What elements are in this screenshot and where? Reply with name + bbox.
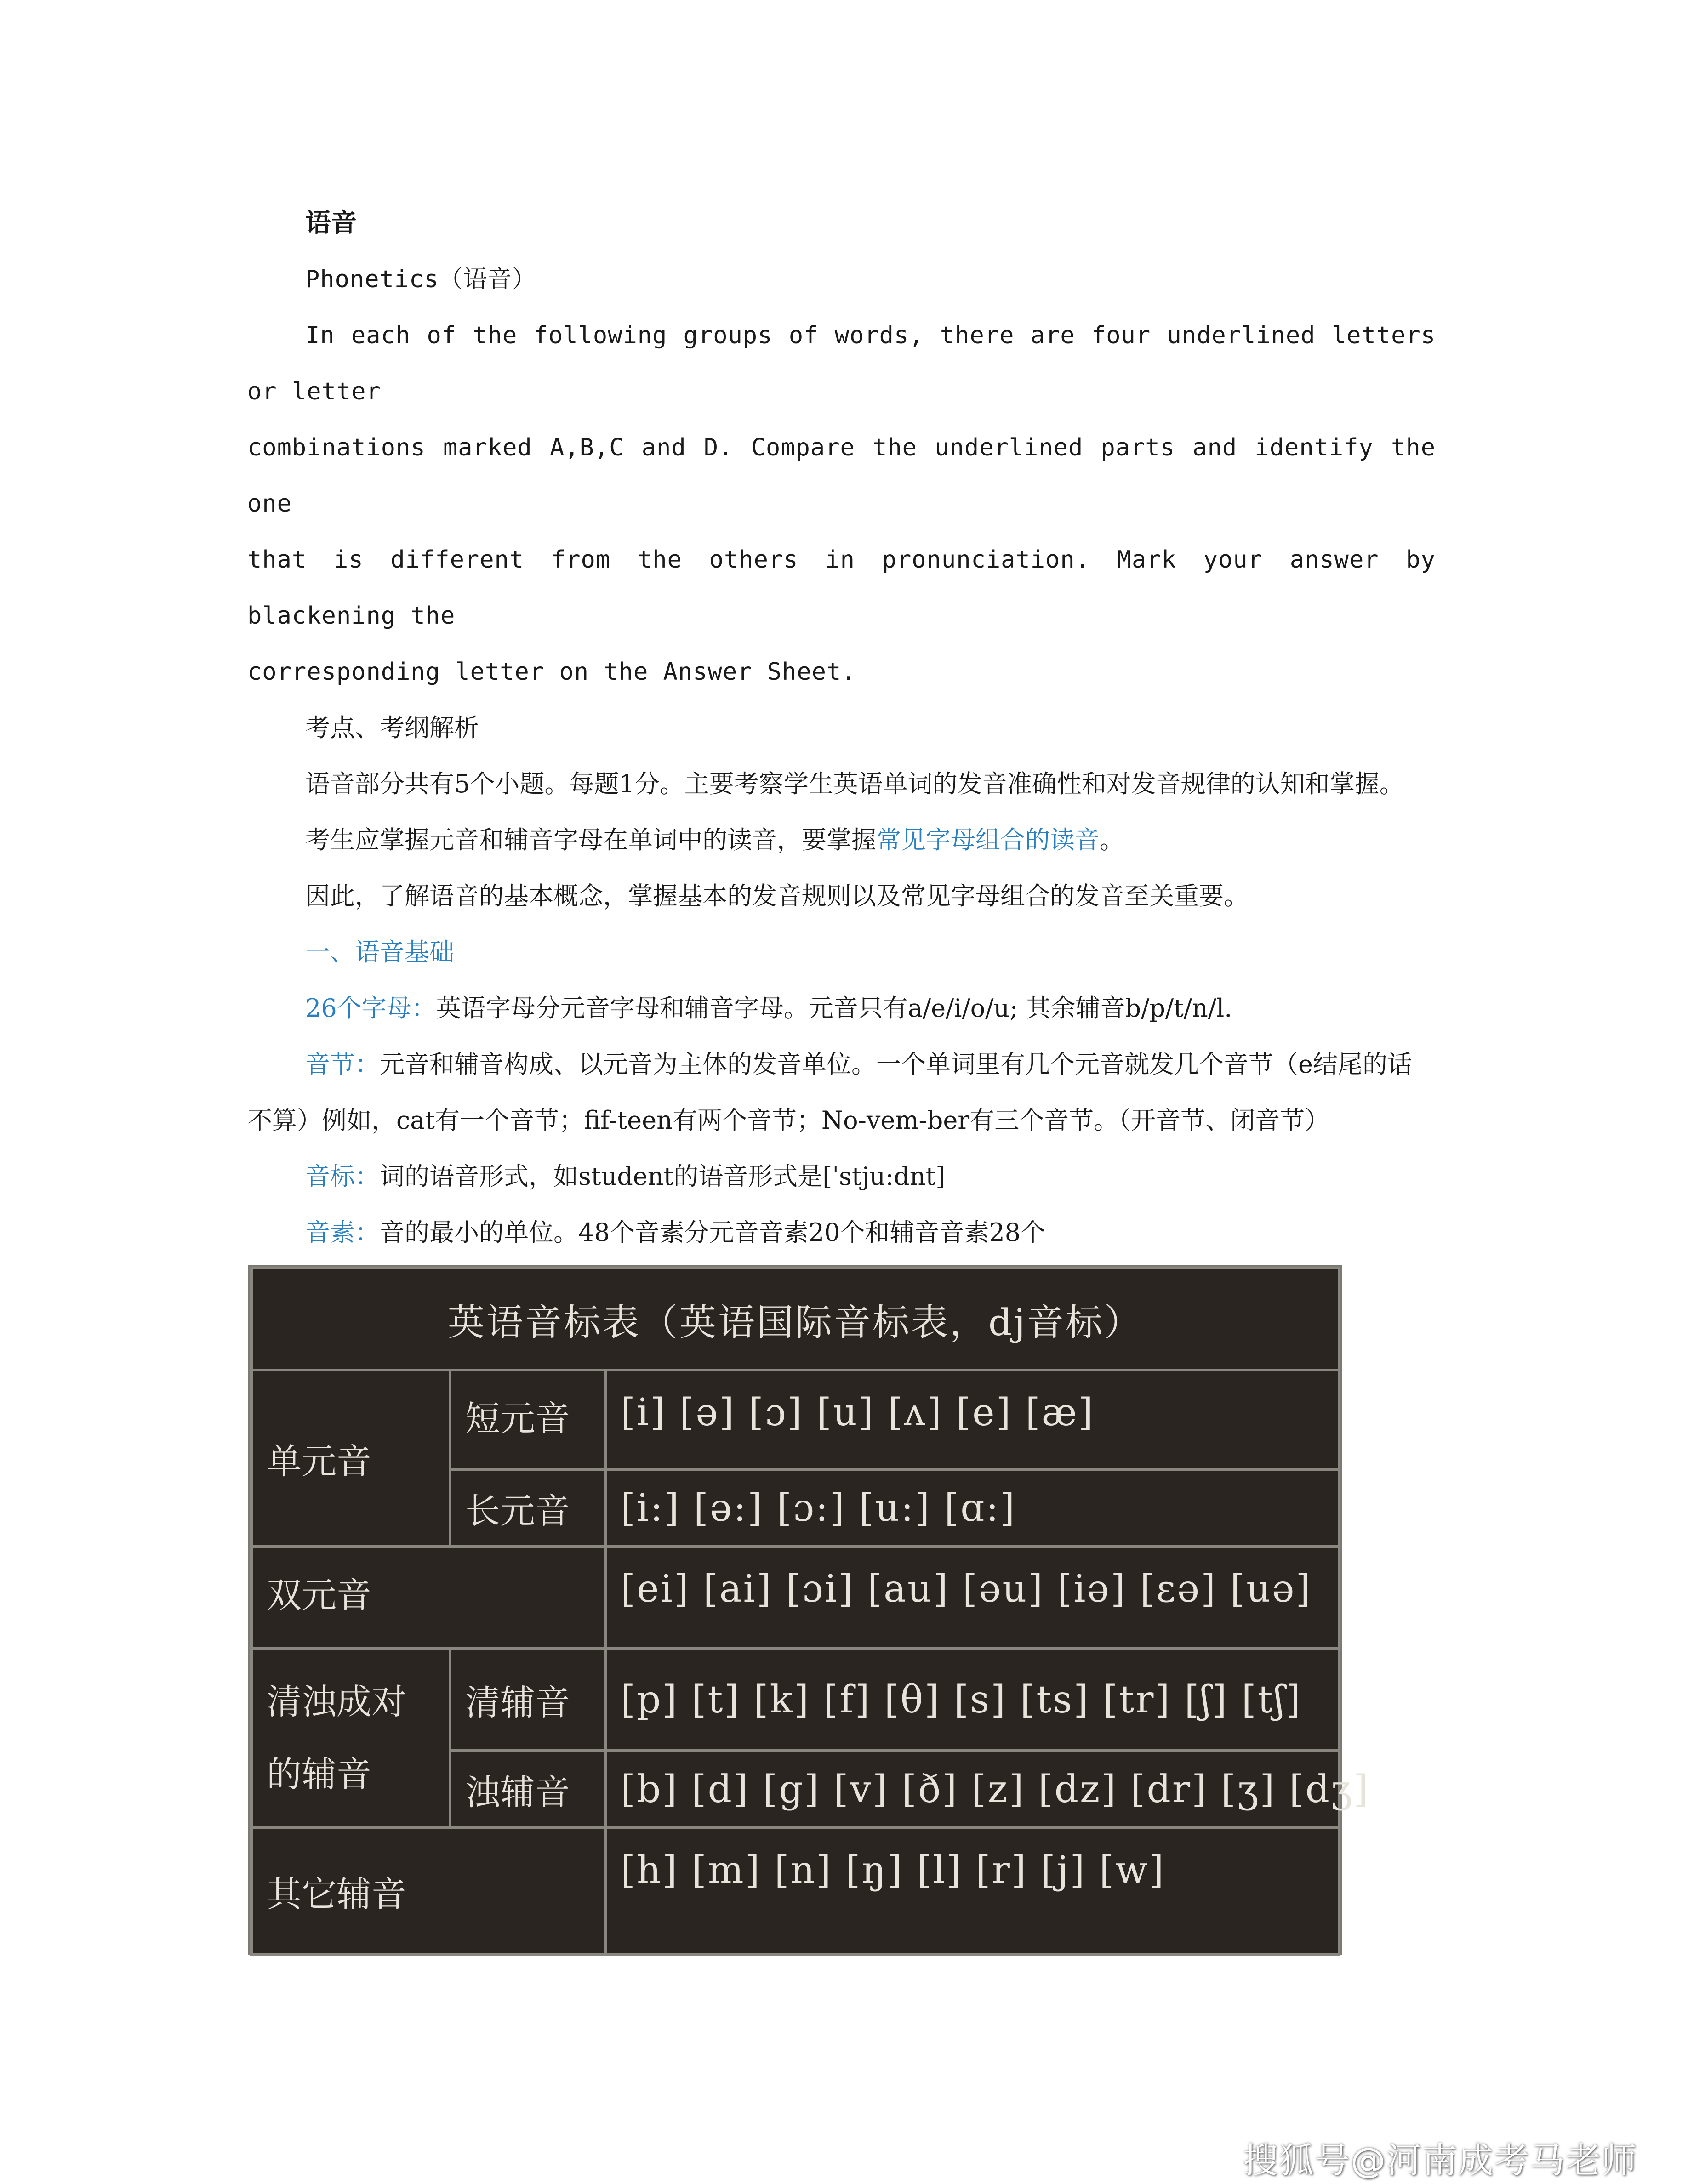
instructions-line-4: corresponding letter on the Answer Sheet.	[247, 658, 856, 686]
voiced-consonants: [b] [d] [g] [v] [ð] [z] [dz] [dr] [ʒ] [dʒ]	[605, 1751, 1339, 1828]
phonetic-text: 词的语音形式，如student的语音形式是[ˈstju:dnt]	[380, 1162, 946, 1191]
short-vowels: [i] [ə] [ɔ] [u] [ʌ] [e] [æ]	[605, 1370, 1339, 1469]
analysis-2-text: 考生应掌握元音和辅音字母在单词中的读音，要掌握	[305, 825, 876, 854]
phoneme-label: 音素：	[305, 1218, 380, 1247]
section-title-basics: 一、语音基础	[305, 938, 454, 967]
long-vowel-label: 长元音	[450, 1469, 605, 1547]
letters-text: 英语字母分元音字母和辅音字母。元音只有a/e/i/o/u; 其余辅音b/p/t/n/l.	[436, 994, 1232, 1023]
table-title: 英语音标表（英语国际音标表，dj音标）	[251, 1268, 1339, 1370]
short-vowel-label: 短元音	[450, 1370, 605, 1469]
instructions-paragraph	[247, 307, 1436, 700]
diphthongs: [ei] [ai] [ɔi] [au] [əu] [iə] [εə] [uə]	[605, 1547, 1339, 1649]
long-vowels: [i:] [ə:] [ɔ:] [u:] [ɑ:]	[605, 1469, 1339, 1547]
instructions-line-2: combinations marked A,B,C and D. Compare the underlined parts and identify the one	[247, 434, 1436, 518]
analysis-paragraph-1: 语音部分共有5个小题。每题1分。主要考察学生英语单词的发音准确性和对发音规律的认知和掌握。	[305, 769, 1404, 798]
phonetic-paragraph	[247, 1149, 1436, 1205]
phonetic-chart	[248, 1265, 1370, 1955]
analysis-2-end: 。	[1100, 825, 1124, 854]
voiceless-label: 清辅音	[450, 1649, 605, 1751]
voiced-label: 浊辅音	[450, 1751, 605, 1828]
letter-combination-link[interactable]: 常见字母组合的读音	[876, 825, 1100, 854]
document-body	[247, 195, 1436, 1317]
paired-consonant-label: 清浊成对的辅音	[251, 1649, 450, 1828]
syllable-text: 元音和辅音构成、以元音为主体的发音单位。一个单词里有几个元音就发几个音节（e结尾的话不算）例如，cat有一个音节；fif-teen有两个音节；No-vem-ber有三个音节。（开音节、闭音节）	[247, 1050, 1412, 1135]
section-heading: 语音	[305, 208, 357, 238]
phonetic-label: 音标：	[305, 1162, 380, 1191]
analysis-paragraph-3: 因此，了解语音的基本概念，掌握基本的发音规则以及常见字母组合的发音至关重要。	[305, 882, 1249, 910]
syllable-label: 音节：	[305, 1050, 380, 1079]
phoneme-paragraph	[247, 1205, 1436, 1261]
phoneme-text: 音的最小的单位。48个音素分元音音素20个和辅音音素28个	[380, 1218, 1046, 1247]
letters-paragraph	[247, 980, 1436, 1036]
letters-label: 26个字母：	[305, 994, 436, 1023]
phonetic-table	[250, 1267, 1370, 1956]
monophthong-label: 单元音	[251, 1370, 450, 1547]
analysis-paragraph-2	[247, 812, 1436, 868]
phonetics-subheading: Phonetics（语音）	[305, 266, 536, 293]
other-consonant-label: 其它辅音	[251, 1828, 605, 1955]
diphthong-label: 双元音	[251, 1547, 605, 1649]
watermark-text: 搜狐号@河南成考马老师	[1243, 2140, 1637, 2181]
instructions-line-3: that is different from the others in pronunciation. Mark your answer by blackening the	[247, 546, 1436, 630]
syllable-paragraph	[247, 1036, 1436, 1149]
kaodian-title: 考点、考纲解析	[305, 713, 479, 742]
voiceless-consonants: [p] [t] [k] [f] [θ] [s] [ts] [tr] [ʃ] [tʃ]	[605, 1649, 1339, 1751]
other-consonants: [h] [m] [n] [ŋ] [l] [r] [j] [w]	[605, 1828, 1339, 1955]
instructions-line-1: In each of the following groups of words, there are four underlined letters or letter	[247, 322, 1436, 405]
